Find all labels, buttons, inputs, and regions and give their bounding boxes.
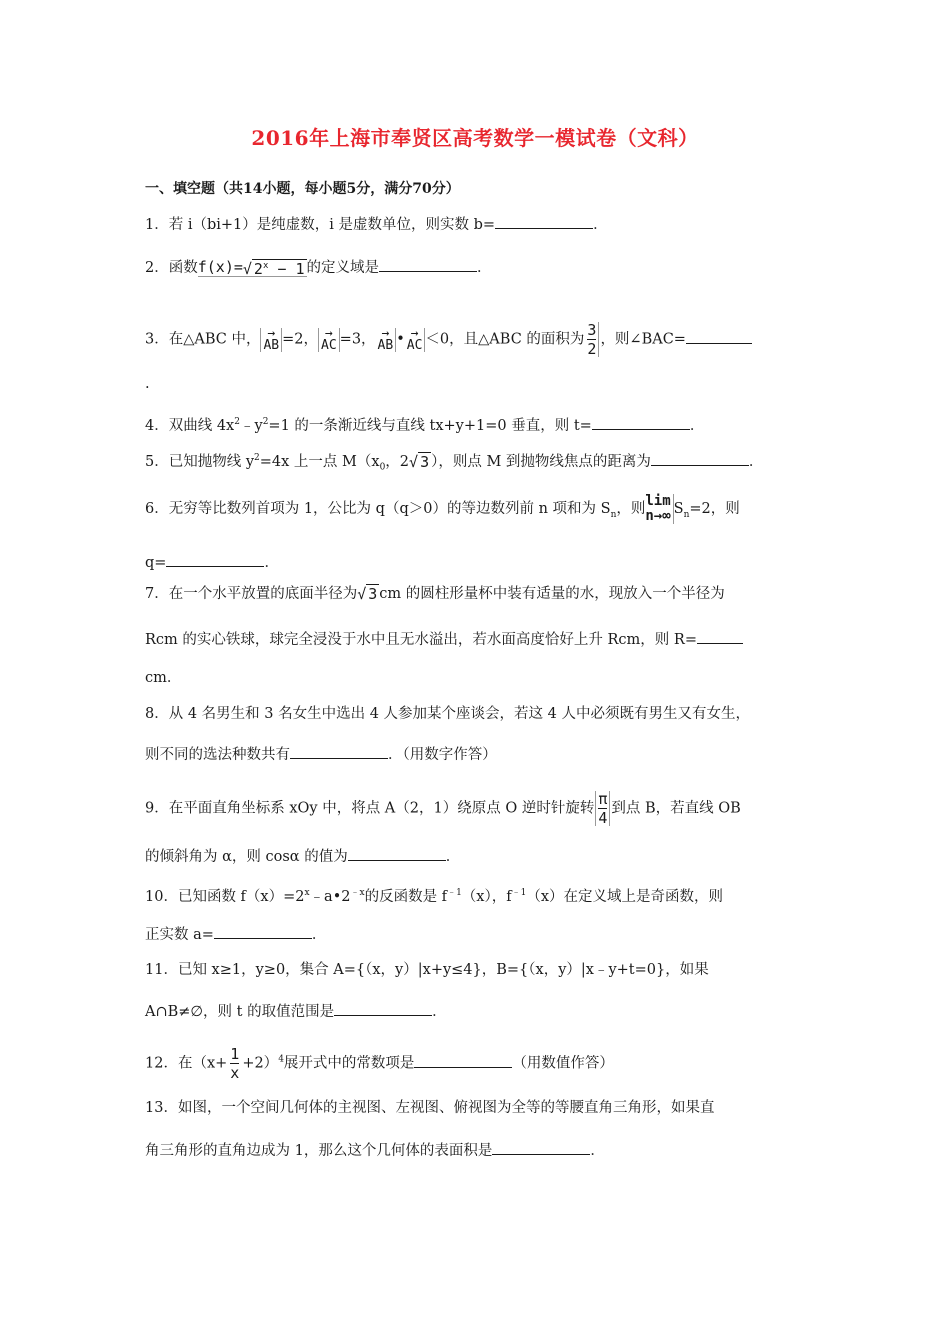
- answer-blank: [651, 451, 749, 466]
- question-8: 8．从 4 名男生和 3 名女生中选出 4 人参加某个座谈会，若这 4 人中必须既有男生又有女生，: [145, 706, 750, 722]
- limit-notation: lim n→∞: [645, 494, 673, 524]
- answer-blank: [414, 1053, 512, 1068]
- question-10-line2: 正实数 a= ．: [145, 924, 326, 945]
- question-5: 5．已知抛物线 $y^2=4x$ 上一点 $M(x_0$，2√ 3 ），则点 M 到抛物线焦点的距离为 ．: [145, 452, 764, 473]
- question-13-line2: 角三角形的直角边成为 1，那么这个几何体的表面积是 ．: [145, 1140, 605, 1161]
- question-7-line3: cm．: [145, 670, 182, 686]
- question-13: 13．如图，一个空间几何体的主视图、左视图、俯视图为全等的等腰直角三角形，如果直: [145, 1100, 715, 1116]
- fraction-1-over-x: $\frac{1}{x}$: [230, 1045, 240, 1082]
- fraction-3-over-2: $\frac{3}{2}$: [585, 322, 599, 357]
- question-9: 9．在平面直角坐标系 xOy 中，将点 A（2，1）绕原点 O 逆时针旋转 $\frac{\pi}{4}$ 到点 B，若直线 OB: [145, 790, 741, 827]
- question-9-line2: 的倾斜角为 α，则 cosα 的值为 ．: [145, 846, 460, 867]
- answer-blank: [214, 924, 312, 939]
- answer-blank: [697, 629, 743, 644]
- question-7: 7．在一个水平放置的底面半径为√ 3 cm 的圆柱形量杯中装有适量的水，现放入一个半径为: [145, 585, 725, 603]
- answer-blank: [290, 744, 388, 759]
- sqrt-3: √ 3: [357, 585, 378, 603]
- vector-ac: → AC: [405, 328, 426, 352]
- vector-ac: → AC: [318, 328, 340, 352]
- question-7-line2: Rcm 的实心铁球，球完全浸没于水中且无水溢出，若水面高度恰好上升 Rcm，则 R=: [145, 629, 743, 650]
- question-12: 12．在（x+ $\frac{1}{x}$ +2）$^4$展开式中的常数项是 （用数值作答）: [145, 1045, 614, 1082]
- answer-blank: [495, 214, 593, 229]
- question-11: 11．已知 x≥1，y≥0，集合 A={（x，y）|x+y≤4}，B={（x，y）|x﹣y+t=0}，如果: [145, 962, 709, 978]
- answer-blank: [334, 1001, 432, 1016]
- sqrt-3: √ 3: [409, 452, 430, 471]
- question-8-line2: 则不同的选法种数共有 ．（用数字作答）: [145, 744, 497, 765]
- question-6: 6．无穷等比数列首项为 1，公比为 q（q＞0）的等边数列前 n 项和为 $S_n$，则 lim n→∞ $S_n=2$，则: [145, 493, 740, 524]
- fraction-pi-over-4: $\frac{\pi}{4}$: [595, 791, 610, 826]
- question-2: 2．函数f(x)=√ $2^x - 1$ 的定义域是 ．: [145, 258, 492, 278]
- question-text: 1．若 i（bi+1）是纯虚数，i 是虚数单位，则实数 b=: [145, 217, 496, 233]
- question-4: 4．双曲线 $4x^2﹣y^2=1$ 的一条渐近线与直线 tx+y+1=0 垂直，则 t= ．: [145, 412, 704, 436]
- question-10: 10．已知函数 $f(x)=2^x﹣a•2^{﹣x}$的反函数是 $f^{﹣1}(x)$，$f^{﹣1}(x)$在定义域上是奇函数，则: [145, 888, 724, 905]
- question-3-end: .: [145, 376, 150, 392]
- vector-ab: → AB: [260, 328, 282, 352]
- answer-blank: [492, 1140, 590, 1155]
- section-heading: 一、填空题（共14小题，每小题5分，满分70分）: [145, 181, 460, 197]
- answer-blank: [166, 552, 264, 567]
- answer-blank: [686, 329, 752, 344]
- exam-title: 2016年上海市奉贤区高考数学一模试卷（文科）: [251, 126, 699, 150]
- question-3: 3．在△ABC 中， → AB =2， → AC =3， → AB • → AC ＜0，且△ABC 的面积为 $\frac{3}{2}$ ，则∠BAC=: [145, 322, 752, 357]
- question-6-line2: q= ．: [145, 552, 279, 573]
- answer-blank: [379, 257, 477, 272]
- vector-ab: → AB: [376, 328, 397, 352]
- question-11-line2: A∩B≠∅，则 t 的取值范围是 ．: [145, 1001, 447, 1022]
- question-1: 1．若 i（bi+1）是纯虚数，i 是虚数单位，则实数 b= ．: [145, 214, 608, 235]
- answer-blank: [592, 415, 690, 430]
- answer-blank: [348, 846, 446, 861]
- function-formula: f(x)=√ $2^x - 1$: [197, 258, 305, 278]
